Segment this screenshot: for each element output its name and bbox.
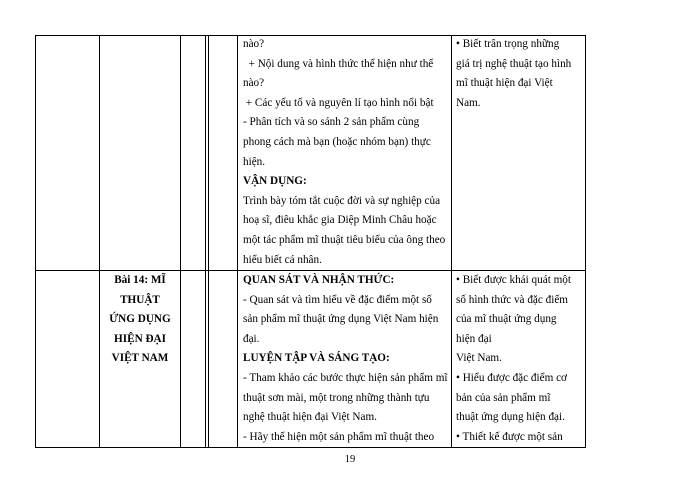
activity-line: nào?	[243, 77, 265, 90]
lesson-title-line: Bài 14: MĨ	[114, 274, 166, 286]
activity-line: nghệ thuật hiện đại Việt Nam.	[243, 411, 377, 424]
activity-line: hiện.	[243, 155, 266, 168]
activity-line: - Hãy thể hiện một sản phẩm mĩ thuật theo	[243, 430, 435, 443]
activity-line: nào?	[243, 38, 265, 50]
activity-line: phong cách mà bạn (hoặc nhóm bạn) thực	[243, 135, 431, 148]
objective-line: • Biết được khái quát một	[456, 274, 572, 286]
activity-line: thuật sơn mài, một trong những thành tựu	[243, 391, 430, 404]
objective-line: thuật ứng dụng hiện đại.	[456, 411, 565, 424]
table-col-divider	[208, 35, 209, 448]
row1-objectives-cell	[456, 35, 581, 113]
objective-line: của mĩ thuật ứng dụng	[456, 313, 557, 326]
activity-line: hoạ sĩ, điêu khắc gia Diệp Minh Châu hoặc	[243, 214, 437, 227]
section-heading-quan-sat: QUAN SÁT VÀ NHẬN THỨC:	[243, 274, 395, 286]
activity-line: + Các yếu tố và nguyên lí tạo hình nổi bật	[243, 96, 434, 109]
table-col-divider	[99, 35, 100, 448]
activity-line: hiểu biết cá nhân.	[243, 253, 322, 266]
lesson-title-cell	[104, 271, 176, 369]
table-col-divider	[180, 35, 181, 448]
section-heading-van-dung: VẬN DỤNG:	[243, 175, 307, 188]
lesson-title-line: VIỆT NAM	[111, 352, 169, 364]
objective-line: mĩ thuật hiện đại Việt	[456, 77, 553, 90]
row1-activities-cell	[243, 35, 450, 270]
objective-line: bản của sản phẩm mĩ	[456, 391, 551, 404]
lesson-title-line: HIỆN ĐẠI	[114, 332, 166, 345]
activity-line: sản phẩm mĩ thuật ứng dụng Việt Nam hiện	[243, 313, 439, 326]
lesson-title-line: ỨNG DỤNG	[109, 313, 171, 325]
table-col-divider	[237, 35, 238, 448]
objective-line: • Thiết kế được một sản	[456, 430, 563, 443]
table-border-right	[585, 35, 586, 448]
objective-line: hiện đại	[456, 332, 492, 345]
activity-line: một tác phẩm mĩ thuật tiêu biểu của ông theo	[243, 233, 446, 246]
objective-line: Việt Nam.	[456, 352, 502, 365]
objective-line: Nam.	[456, 96, 481, 109]
objective-line: số hình thức và đặc điểm	[456, 293, 569, 306]
table-col-divider	[205, 35, 206, 448]
activity-line: + Nội dung và hình thức thể hiện như thế	[243, 57, 434, 70]
activity-line: Trình bày tóm tắt cuộc đời và sự nghiệp của	[243, 194, 441, 207]
objective-line: • Biết trân trọng những	[456, 38, 560, 50]
activity-line: - Quan sát và tìm hiểu về đặc điểm một số	[243, 293, 432, 306]
table-col-divider	[451, 35, 452, 448]
section-heading-luyen-tap: LUYỆN TẬP VÀ SÁNG TẠO:	[243, 352, 390, 365]
objective-line: • Hiểu được đặc điểm cơ	[456, 371, 567, 384]
activity-line: đại.	[243, 332, 260, 345]
page-number: 19	[344, 454, 356, 465]
lesson-title-line: THUẬT	[120, 293, 160, 306]
table-border-left	[35, 35, 36, 448]
objective-line: giá trị nghệ thuật tạo hình	[456, 57, 572, 70]
activity-line: - Tham khảo các bước thực hiện sản phẩm mĩ	[243, 371, 448, 384]
activity-line: - Phân tích và so sánh 2 sản phẩm cùng	[243, 116, 420, 129]
row2-activities-cell	[243, 271, 450, 447]
row2-objectives-cell	[456, 271, 581, 447]
